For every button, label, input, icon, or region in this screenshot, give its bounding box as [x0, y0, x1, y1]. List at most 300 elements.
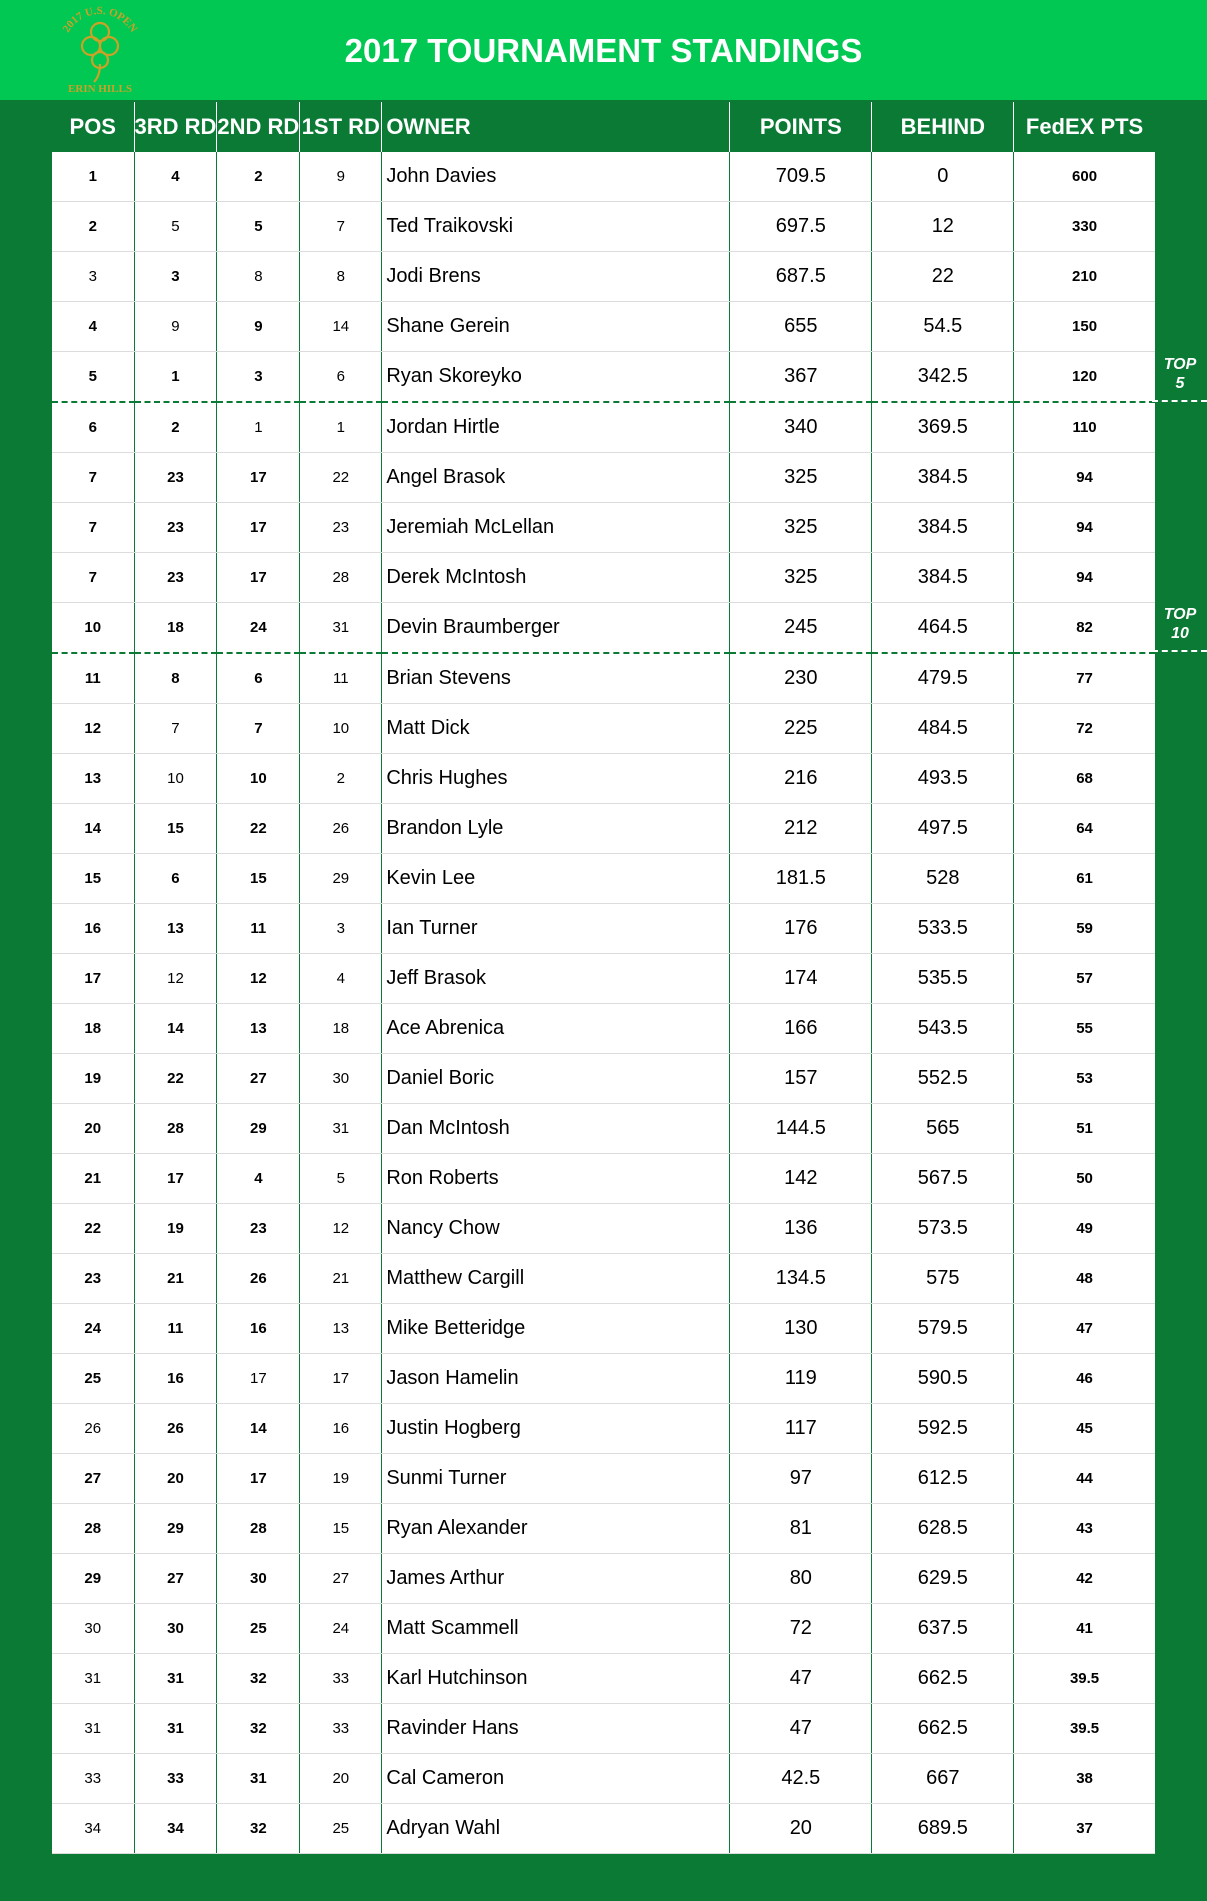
- round-1-cell: 7: [300, 202, 382, 252]
- pos-cell: 22: [52, 1204, 134, 1254]
- fedex-pts-cell: 48: [1014, 1254, 1155, 1304]
- column-header-2nd-rd: 2ND RD: [217, 102, 300, 152]
- round-1-cell: 27: [300, 1554, 382, 1604]
- table-row: [52, 1104, 1155, 1154]
- owner-cell: James Arthur: [382, 1554, 730, 1604]
- owner-cell: Daniel Boric: [382, 1054, 730, 1104]
- behind-cell: 533.5: [872, 904, 1014, 954]
- points-cell: 181.5: [730, 854, 872, 904]
- round-1-cell: 22: [300, 453, 382, 503]
- fedex-pts-cell: 42: [1014, 1554, 1155, 1604]
- pos-cell: 26: [52, 1404, 134, 1454]
- table-row: [52, 302, 1155, 352]
- table-row: [52, 1204, 1155, 1254]
- pos-cell: 21: [52, 1154, 134, 1204]
- behind-cell: 12: [872, 202, 1014, 252]
- pos-cell: 5: [52, 352, 134, 403]
- points-cell: 230: [730, 653, 872, 704]
- round-1-cell: 20: [300, 1754, 382, 1804]
- fedex-pts-cell: 41: [1014, 1604, 1155, 1654]
- table-row: [52, 904, 1155, 954]
- pos-cell: 2: [52, 202, 134, 252]
- behind-cell: 567.5: [872, 1154, 1014, 1204]
- fedex-pts-cell: 94: [1014, 503, 1155, 553]
- fedex-pts-cell: 600: [1014, 152, 1155, 202]
- table-row: [52, 553, 1155, 603]
- fedex-pts-cell: 53: [1014, 1054, 1155, 1104]
- fedex-pts-cell: 110: [1014, 402, 1155, 453]
- round-3-cell: 12: [134, 954, 217, 1004]
- pos-cell: 15: [52, 854, 134, 904]
- table-row: [52, 1404, 1155, 1454]
- round-3-cell: 4: [134, 152, 217, 202]
- top-5-marker: [1155, 355, 1205, 393]
- pos-cell: 28: [52, 1504, 134, 1554]
- round-1-cell: 17: [300, 1354, 382, 1404]
- fedex-pts-cell: 64: [1014, 804, 1155, 854]
- points-cell: 119: [730, 1354, 872, 1404]
- round-2-cell: 10: [217, 754, 300, 804]
- owner-cell: Ian Turner: [382, 904, 730, 954]
- top-10-marker-line1: TOP: [1163, 606, 1197, 623]
- table-row: [52, 352, 1155, 403]
- pos-cell: 18: [52, 1004, 134, 1054]
- pos-cell: 34: [52, 1804, 134, 1854]
- fedex-pts-cell: 150: [1014, 302, 1155, 352]
- column-header-behind: BEHIND: [872, 102, 1014, 152]
- owner-cell: Nancy Chow: [382, 1204, 730, 1254]
- behind-cell: 689.5: [872, 1804, 1014, 1854]
- fedex-pts-cell: 49: [1014, 1204, 1155, 1254]
- pos-cell: 31: [52, 1654, 134, 1704]
- owner-cell: Jeremiah McLellan: [382, 503, 730, 553]
- round-2-cell: 30: [217, 1554, 300, 1604]
- round-2-cell: 24: [217, 603, 300, 654]
- fedex-pts-cell: 50: [1014, 1154, 1155, 1204]
- owner-cell: John Davies: [382, 152, 730, 202]
- owner-cell: Ron Roberts: [382, 1154, 730, 1204]
- behind-cell: 528: [872, 854, 1014, 904]
- round-2-cell: 29: [217, 1104, 300, 1154]
- points-cell: 144.5: [730, 1104, 872, 1154]
- column-header-3rd-rd: 3RD RD: [134, 102, 217, 152]
- fedex-pts-cell: 330: [1014, 202, 1155, 252]
- owner-cell: Derek McIntosh: [382, 553, 730, 603]
- behind-cell: 573.5: [872, 1204, 1014, 1254]
- top-10-marker-line2: 10: [1171, 625, 1189, 642]
- round-3-cell: 31: [134, 1704, 217, 1754]
- behind-cell: 637.5: [872, 1604, 1014, 1654]
- round-3-cell: 29: [134, 1504, 217, 1554]
- round-3-cell: 3: [134, 252, 217, 302]
- round-3-cell: 15: [134, 804, 217, 854]
- fedex-pts-cell: 45: [1014, 1404, 1155, 1454]
- column-header-pos: POS: [69, 114, 116, 139]
- round-2-cell: 4: [217, 1154, 300, 1204]
- owner-cell: Ryan Skoreyko: [382, 352, 730, 403]
- points-cell: 81: [730, 1504, 872, 1554]
- round-3-cell: 14: [134, 1004, 217, 1054]
- round-3-cell: 7: [134, 704, 217, 754]
- round-1-cell: 31: [300, 603, 382, 654]
- points-cell: 687.5: [730, 252, 872, 302]
- round-1-cell: 13: [300, 1304, 382, 1354]
- fedex-pts-cell: 210: [1014, 252, 1155, 302]
- points-cell: 142: [730, 1154, 872, 1204]
- round-2-cell: 5: [217, 202, 300, 252]
- round-2-cell: 17: [217, 503, 300, 553]
- points-cell: 697.5: [730, 202, 872, 252]
- fedex-pts-cell: 43: [1014, 1504, 1155, 1554]
- round-2-cell: 13: [217, 1004, 300, 1054]
- round-3-cell: 23: [134, 453, 217, 503]
- fedex-pts-cell: 39.5: [1014, 1654, 1155, 1704]
- owner-cell: Matt Scammell: [382, 1604, 730, 1654]
- round-2-cell: 22: [217, 804, 300, 854]
- pos-cell: 14: [52, 804, 134, 854]
- pos-cell: 7: [52, 453, 134, 503]
- round-2-cell: 26: [217, 1254, 300, 1304]
- points-cell: 655: [730, 302, 872, 352]
- points-cell: 709.5: [730, 152, 872, 202]
- behind-cell: 384.5: [872, 553, 1014, 603]
- owner-cell: Ace Abrenica: [382, 1004, 730, 1054]
- column-header-owner: OWNER: [382, 102, 730, 152]
- round-2-cell: 3: [217, 352, 300, 403]
- table-row: [52, 1454, 1155, 1504]
- round-3-cell: 22: [134, 1054, 217, 1104]
- top-10-cut-line: [1152, 650, 1207, 652]
- table-row: [52, 1054, 1155, 1104]
- table-row: [52, 1804, 1155, 1854]
- behind-cell: 590.5: [872, 1354, 1014, 1404]
- points-cell: 367: [730, 352, 872, 403]
- points-cell: 42.5: [730, 1754, 872, 1804]
- round-3-cell: 10: [134, 754, 217, 804]
- owner-cell: Jodi Brens: [382, 252, 730, 302]
- table-row: [52, 1754, 1155, 1804]
- table-row: [52, 1554, 1155, 1604]
- table-row: [52, 754, 1155, 804]
- round-1-cell: 10: [300, 704, 382, 754]
- round-2-cell: 6: [217, 653, 300, 704]
- round-2-cell: 28: [217, 1504, 300, 1554]
- owner-cell: Matt Dick: [382, 704, 730, 754]
- points-cell: 325: [730, 553, 872, 603]
- round-1-cell: 9: [300, 152, 382, 202]
- points-cell: 47: [730, 1704, 872, 1754]
- points-cell: 97: [730, 1454, 872, 1504]
- points-cell: 134.5: [730, 1254, 872, 1304]
- pos-cell: 25: [52, 1354, 134, 1404]
- round-3-cell: 21: [134, 1254, 217, 1304]
- round-2-cell: 16: [217, 1304, 300, 1354]
- round-2-cell: 32: [217, 1654, 300, 1704]
- standings-rows: [52, 152, 1155, 1854]
- round-2-cell: 32: [217, 1704, 300, 1754]
- behind-cell: 662.5: [872, 1704, 1014, 1754]
- round-2-cell: 1: [217, 402, 300, 453]
- round-3-cell: 26: [134, 1404, 217, 1454]
- fedex-pts-cell: 82: [1014, 603, 1155, 654]
- points-cell: 130: [730, 1304, 872, 1354]
- page-title: 2017 TOURNAMENT STANDINGS: [344, 32, 863, 69]
- points-cell: 245: [730, 603, 872, 654]
- pos-cell: 7: [52, 503, 134, 553]
- behind-cell: 497.5: [872, 804, 1014, 854]
- pos-cell: 24: [52, 1304, 134, 1354]
- points-cell: 47: [730, 1654, 872, 1704]
- top-5-cut-line: [1152, 400, 1207, 402]
- owner-cell: Matthew Cargill: [382, 1254, 730, 1304]
- owner-cell: Brandon Lyle: [382, 804, 730, 854]
- fedex-pts-cell: 44: [1014, 1454, 1155, 1504]
- fedex-pts-cell: 59: [1014, 904, 1155, 954]
- column-header-1st-rd: 1ST RD: [300, 102, 382, 152]
- behind-cell: 592.5: [872, 1404, 1014, 1454]
- owner-cell: Ravinder Hans: [382, 1704, 730, 1754]
- fedex-pts-cell: 94: [1014, 453, 1155, 503]
- pos-cell: 20: [52, 1104, 134, 1154]
- behind-cell: 479.5: [872, 653, 1014, 704]
- owner-cell: Brian Stevens: [382, 653, 730, 704]
- table-row: [52, 1304, 1155, 1354]
- table-row: [52, 1604, 1155, 1654]
- table-row: [52, 1254, 1155, 1304]
- pos-cell: 7: [52, 553, 134, 603]
- behind-cell: 662.5: [872, 1654, 1014, 1704]
- round-3-cell: 28: [134, 1104, 217, 1154]
- round-1-cell: 19: [300, 1454, 382, 1504]
- round-1-cell: 23: [300, 503, 382, 553]
- behind-cell: 464.5: [872, 603, 1014, 654]
- behind-cell: 667: [872, 1754, 1014, 1804]
- owner-cell: Devin Braumberger: [382, 603, 730, 654]
- points-cell: 174: [730, 954, 872, 1004]
- pos-cell: 10: [52, 603, 134, 654]
- fedex-pts-cell: 57: [1014, 954, 1155, 1004]
- table-row: [52, 704, 1155, 754]
- round-3-cell: 8: [134, 653, 217, 704]
- round-1-cell: 26: [300, 804, 382, 854]
- fedex-pts-cell: 68: [1014, 754, 1155, 804]
- round-2-cell: 32: [217, 1804, 300, 1854]
- table-row: [52, 453, 1155, 503]
- points-cell: 72: [730, 1604, 872, 1654]
- round-3-cell: 20: [134, 1454, 217, 1504]
- owner-cell: Angel Brasok: [382, 453, 730, 503]
- owner-cell: Justin Hogberg: [382, 1404, 730, 1454]
- round-1-cell: 14: [300, 302, 382, 352]
- table-row: [52, 653, 1155, 704]
- fedex-pts-cell: 51: [1014, 1104, 1155, 1154]
- fedex-pts-cell: 46: [1014, 1354, 1155, 1404]
- behind-cell: 579.5: [872, 1304, 1014, 1354]
- round-1-cell: 8: [300, 252, 382, 302]
- round-2-cell: 2: [217, 152, 300, 202]
- pos-cell: 11: [52, 653, 134, 704]
- behind-cell: 628.5: [872, 1504, 1014, 1554]
- round-3-cell: 6: [134, 854, 217, 904]
- owner-cell: Jeff Brasok: [382, 954, 730, 1004]
- round-3-cell: 18: [134, 603, 217, 654]
- round-3-cell: 2: [134, 402, 217, 453]
- logo-text-top: 2017 U.S. OPEN: [60, 4, 140, 35]
- column-header-fedex-pts: FedEX PTS: [1014, 102, 1155, 152]
- top-5-marker-line2: 5: [1175, 375, 1185, 392]
- round-3-cell: 19: [134, 1204, 217, 1254]
- table-row: [52, 252, 1155, 302]
- table-row: [52, 1654, 1155, 1704]
- behind-cell: 629.5: [872, 1554, 1014, 1604]
- pos-cell: 12: [52, 704, 134, 754]
- behind-cell: 484.5: [872, 704, 1014, 754]
- round-3-cell: 33: [134, 1754, 217, 1804]
- round-1-cell: 33: [300, 1654, 382, 1704]
- points-cell: 136: [730, 1204, 872, 1254]
- round-1-cell: 2: [300, 754, 382, 804]
- table-row: [52, 954, 1155, 1004]
- round-3-cell: 23: [134, 553, 217, 603]
- fedex-pts-cell: 37: [1014, 1804, 1155, 1854]
- behind-cell: 0: [872, 152, 1014, 202]
- owner-cell: Adryan Wahl: [382, 1804, 730, 1854]
- points-cell: 166: [730, 1004, 872, 1054]
- table-row: [52, 1704, 1155, 1754]
- round-2-cell: 17: [217, 1454, 300, 1504]
- behind-cell: 612.5: [872, 1454, 1014, 1504]
- fedex-pts-cell: 47: [1014, 1304, 1155, 1354]
- table-row: [52, 1354, 1155, 1404]
- behind-cell: 575: [872, 1254, 1014, 1304]
- owner-cell: Ted Traikovski: [382, 202, 730, 252]
- fedex-pts-cell: 38: [1014, 1754, 1155, 1804]
- top-10-marker: [1155, 605, 1205, 643]
- fedex-pts-cell: 72: [1014, 704, 1155, 754]
- round-3-cell: 30: [134, 1604, 217, 1654]
- round-1-cell: 6: [300, 352, 382, 403]
- table-row: [52, 1004, 1155, 1054]
- points-cell: 325: [730, 453, 872, 503]
- fedex-pts-cell: 39.5: [1014, 1704, 1155, 1754]
- round-1-cell: 24: [300, 1604, 382, 1654]
- round-1-cell: 16: [300, 1404, 382, 1454]
- logo-text-bottom: ERIN HILLS: [68, 83, 132, 95]
- behind-cell: 384.5: [872, 453, 1014, 503]
- top-5-marker-line1: TOP: [1163, 356, 1197, 373]
- pos-cell: 16: [52, 904, 134, 954]
- table-row: [52, 202, 1155, 252]
- owner-cell: Mike Betteridge: [382, 1304, 730, 1354]
- owner-cell: Cal Cameron: [382, 1754, 730, 1804]
- behind-cell: 22: [872, 252, 1014, 302]
- table-row: [52, 1154, 1155, 1204]
- owner-cell: Ryan Alexander: [382, 1504, 730, 1554]
- column-header-points: POINTS: [730, 102, 872, 152]
- behind-cell: 369.5: [872, 402, 1014, 453]
- round-2-cell: 25: [217, 1604, 300, 1654]
- round-1-cell: 30: [300, 1054, 382, 1104]
- round-1-cell: 25: [300, 1804, 382, 1854]
- round-2-cell: 9: [217, 302, 300, 352]
- owner-cell: Dan McIntosh: [382, 1104, 730, 1154]
- round-1-cell: 1: [300, 402, 382, 453]
- round-2-cell: 7: [217, 704, 300, 754]
- pos-cell: 33: [52, 1754, 134, 1804]
- round-3-cell: 31: [134, 1654, 217, 1704]
- pos-cell: 13: [52, 754, 134, 804]
- owner-cell: Jordan Hirtle: [382, 402, 730, 453]
- pos-cell: 6: [52, 402, 134, 453]
- round-3-cell: 13: [134, 904, 217, 954]
- behind-cell: 552.5: [872, 1054, 1014, 1104]
- points-cell: 225: [730, 704, 872, 754]
- round-2-cell: 15: [217, 854, 300, 904]
- points-cell: 325: [730, 503, 872, 553]
- round-2-cell: 8: [217, 252, 300, 302]
- round-1-cell: 28: [300, 553, 382, 603]
- round-3-cell: 11: [134, 1304, 217, 1354]
- table-row: [52, 503, 1155, 553]
- pos-cell: 1: [52, 152, 134, 202]
- behind-cell: 543.5: [872, 1004, 1014, 1054]
- round-2-cell: 17: [217, 1354, 300, 1404]
- round-2-cell: 11: [217, 904, 300, 954]
- points-cell: 117: [730, 1404, 872, 1454]
- fedex-pts-cell: 61: [1014, 854, 1155, 904]
- round-1-cell: 21: [300, 1254, 382, 1304]
- behind-cell: 535.5: [872, 954, 1014, 1004]
- pos-cell: 23: [52, 1254, 134, 1304]
- points-cell: 80: [730, 1554, 872, 1604]
- round-3-cell: 23: [134, 503, 217, 553]
- points-cell: 340: [730, 402, 872, 453]
- round-3-cell: 9: [134, 302, 217, 352]
- fedex-pts-cell: 77: [1014, 653, 1155, 704]
- round-1-cell: 15: [300, 1504, 382, 1554]
- pos-cell: 29: [52, 1554, 134, 1604]
- behind-cell: 565: [872, 1104, 1014, 1154]
- round-1-cell: 29: [300, 854, 382, 904]
- round-2-cell: 31: [217, 1754, 300, 1804]
- round-2-cell: 17: [217, 553, 300, 603]
- round-1-cell: 12: [300, 1204, 382, 1254]
- fedex-pts-cell: 94: [1014, 553, 1155, 603]
- fedex-pts-cell: 55: [1014, 1004, 1155, 1054]
- round-1-cell: 3: [300, 904, 382, 954]
- table-row: [52, 152, 1155, 202]
- round-1-cell: 4: [300, 954, 382, 1004]
- owner-cell: Karl Hutchinson: [382, 1654, 730, 1704]
- points-cell: 216: [730, 754, 872, 804]
- owner-cell: Shane Gerein: [382, 302, 730, 352]
- pos-cell: 4: [52, 302, 134, 352]
- round-2-cell: 12: [217, 954, 300, 1004]
- round-1-cell: 5: [300, 1154, 382, 1204]
- round-1-cell: 33: [300, 1704, 382, 1754]
- table-row: [52, 804, 1155, 854]
- round-2-cell: 14: [217, 1404, 300, 1454]
- owner-cell: Jason Hamelin: [382, 1354, 730, 1404]
- pos-cell: 31: [52, 1704, 134, 1754]
- round-3-cell: 17: [134, 1154, 217, 1204]
- behind-cell: 493.5: [872, 754, 1014, 804]
- round-3-cell: 34: [134, 1804, 217, 1854]
- table-row: [52, 1504, 1155, 1554]
- round-2-cell: 23: [217, 1204, 300, 1254]
- table-row: [52, 603, 1155, 654]
- points-cell: 176: [730, 904, 872, 954]
